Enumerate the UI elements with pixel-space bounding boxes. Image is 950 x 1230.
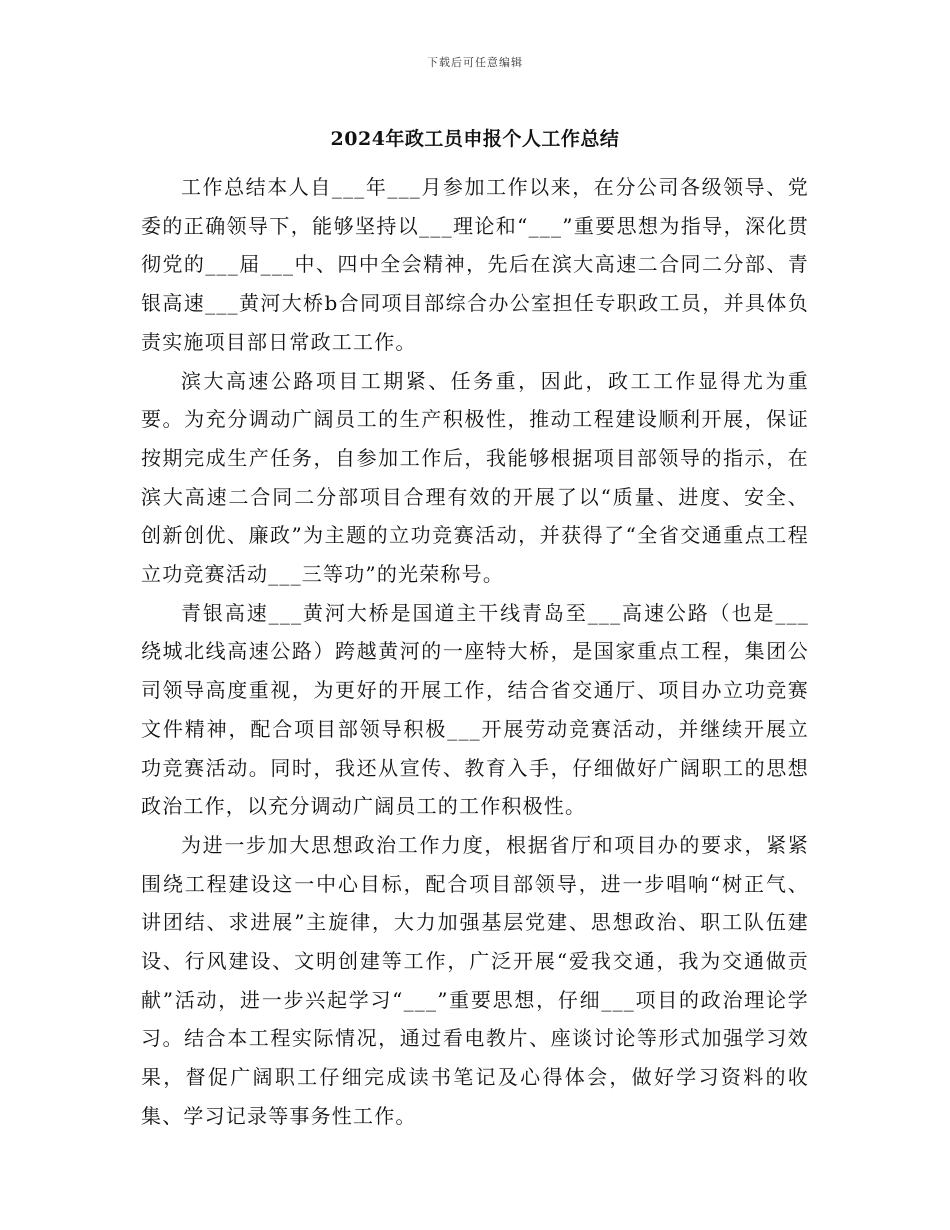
- paragraph-2: 滨大高速公路项目工期紧、任务重，因此，政工工作显得尤为重要。为充分调动广阔员工的生产积极性，推动工程建设顺利开展，保证按期完成生产任务，自参加工作后，我能够根据项目部领导的指示，在滨大高速二合同二分部项目合理有效的开展了以“质量、进度、安全、创新创优、廉政”为主题的立功竞赛活动，并获得了“全省交通重点工程立功竞赛活动___三等功”的光荣称号。: [141, 368, 809, 587]
- header-note: 下载后可任意编辑: [427, 56, 523, 69]
- paragraph-4: 为进一步加大思想政治工作力度，根据省厅和项目办的要求，紧紧围绕工程建设这一中心目标，配合项目部领导，进一步唱响“树正气、讲团结、求进展”主旋律，大力加强基层党建、思想政治、职工队伍建设、行风建设、文明创建等工作，广泛开展“爱我交通，我为交通做贡献”活动，进一步兴起学习“___”重要思想，仔细___项目的政治理论学习。结合本工程实际情况，通过看电教片、座谈讨论等形式加强学习效果，督促广阔职工仔细完成读书笔记及心得体会，做好学习资料的收集、学习记录等事务性工作。: [141, 832, 809, 1128]
- document-title: 2024年政工员申报个人工作总结: [330, 128, 620, 150]
- paragraph-3: 青银高速___黄河大桥是国道主干线青岛至___高速公路（也是___绕城北线高速公路）跨越黄河的一座特大桥，是国家重点工程，集团公司领导高度重视，为更好的开展工作，结合省交通厅、项目办立功竞赛文件精神，配合项目部领导积极___开展劳动竞赛活动，并继续开展立功竞赛活动。同时，我还从宣传、教育入手，仔细做好广阔职工的思想政治工作，以充分调动广阔员工的工作积极性。: [141, 600, 809, 819]
- document-body: [141, 168, 809, 1136]
- paragraph-1: 工作总结本人自___年___月参加工作以来，在分公司各级领导、党委的正确领导下，能够坚持以___理论和“___”重要思想为指导，深化贯彻党的___届___中、四中全会精神，先后在滨大高速二合同二分部、青银高速___黄河大桥b合同项目部综合办公室担任专职政工员，并具体负责实施项目部日常政工工作。: [141, 175, 809, 354]
